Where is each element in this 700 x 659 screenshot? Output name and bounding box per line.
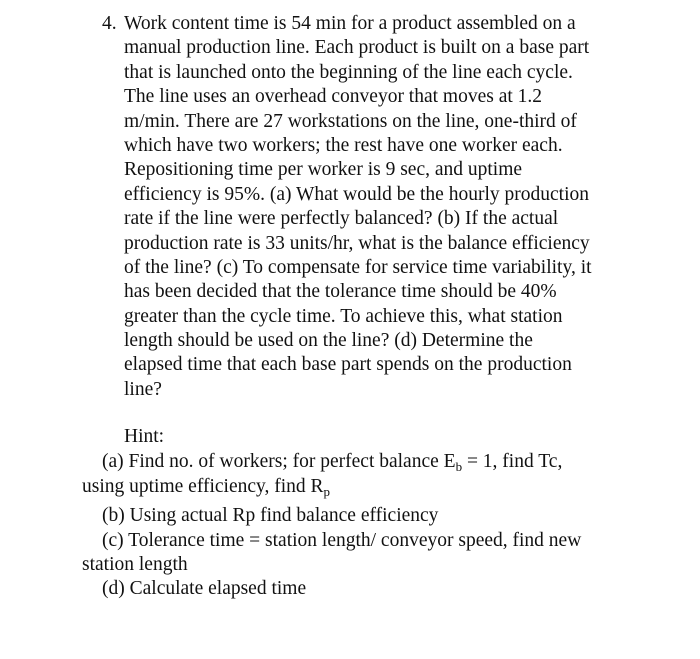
problem-line: Repositioning time per worker is 9 sec, and uptime	[124, 159, 523, 181]
hint-a-text-end: = 1, find Tc,	[462, 451, 563, 472]
problem-line: of the line? (c) To compensate for service time variability, it	[124, 256, 592, 278]
hint-item-c-continued: station length	[82, 554, 188, 575]
hint-a2-text: using uptime efficiency, find R	[82, 476, 324, 497]
problem-line: has been decided that the tolerance time should be 40%	[124, 281, 557, 303]
problem-line: elapsed time that each base part spends on the production	[124, 354, 572, 376]
problem-line: length should be used on the line? (d) Determine the	[124, 330, 533, 352]
problem-line: line?	[124, 378, 162, 400]
problem-line: The line uses an overhead conveyor that moves at 1.2	[124, 86, 543, 108]
problem-line: greater than the cycle time. To achieve this, what station	[124, 305, 563, 327]
problem-line: production rate is 33 units/hr, what is the balance efficiency	[124, 232, 590, 254]
hint-item-a	[102, 450, 562, 474]
problem-line: that is launched onto the beginning of the line each cycle.	[124, 61, 573, 83]
problem-line: rate if the line were perfectly balanced? (b) If the actual	[124, 208, 559, 230]
hint-heading: Hint:	[124, 426, 165, 447]
problem-line: efficiency is 95%. (a) What would be the hourly production	[124, 183, 589, 205]
problem-text	[124, 12, 694, 402]
hint-item-d: (d) Calculate elapsed time	[102, 578, 307, 599]
hint-a2-subscript: p	[323, 484, 331, 499]
problem-line: which have two workers; the rest have one worker each.	[124, 134, 563, 156]
problem-line: manual production line. Each product is built on a base part	[124, 37, 590, 59]
problem-line: Work content time is 54 min for a product assembled on a	[124, 13, 576, 34]
hint-a-subscript: b	[455, 459, 463, 474]
hint-a-text: (a) Find no. of workers; for perfect balance E	[102, 451, 456, 472]
hint-item-a-continued	[82, 475, 330, 499]
problem-number: 4.	[102, 13, 117, 34]
hint-item-b: (b) Using actual Rp find balance efficiency	[102, 505, 439, 526]
hint-item-c: (c) Tolerance time = station length/ conveyor speed, find new	[102, 530, 582, 551]
problem-line: m/min. There are 27 workstations on the line, one-third of	[124, 110, 577, 132]
